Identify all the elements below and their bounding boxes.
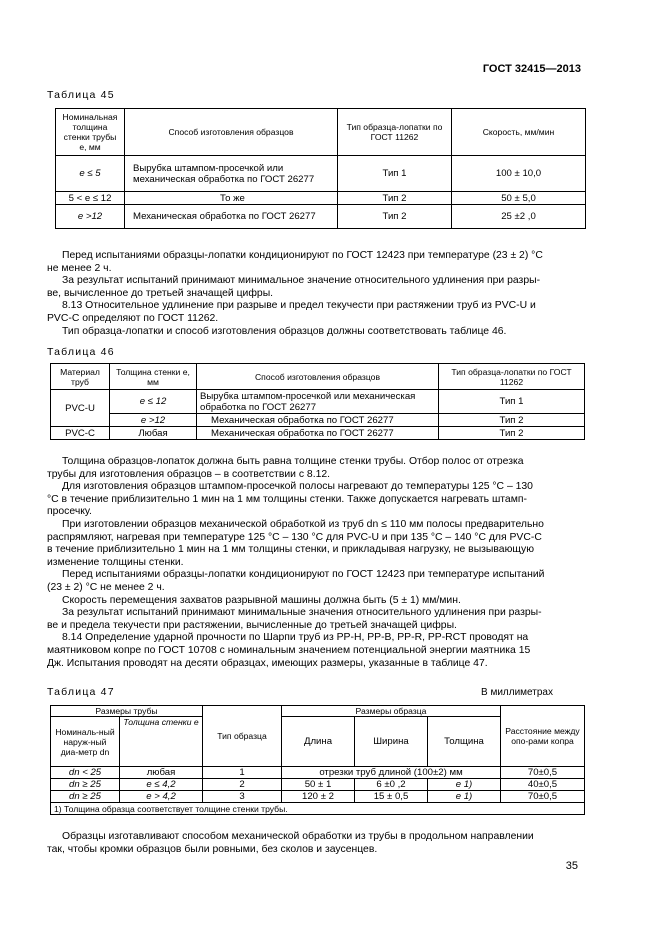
table-row-cell: Механическая обработка по ГОСТ 26277 — [125, 205, 338, 229]
table-row-cell: Вырубка штампом-просечкой или механическая обработка по ГОСТ 26277 — [197, 390, 439, 414]
table-row-cell: e 1) — [428, 779, 501, 791]
table-row-cell: 3 — [203, 791, 282, 803]
table-47-caption: Таблица 47 — [47, 686, 115, 698]
t46-header-material: Материал труб — [51, 364, 110, 390]
table-row-cell: Тип 2 — [338, 205, 452, 229]
table-row-cell: dn < 25 — [51, 767, 120, 779]
table-row-cell: e >12 — [56, 205, 125, 229]
table-row-cell: 25 ±2 ,0 — [452, 205, 586, 229]
table-row-cell: 40±0,5 — [501, 779, 585, 791]
t47-header-length: Длина — [282, 717, 355, 767]
table-45 — [55, 108, 586, 229]
table-row-cell: То же — [125, 192, 338, 205]
table-row-cell: Тип 2 — [439, 427, 585, 440]
t47-header-width: Ширина — [355, 717, 428, 767]
table-row-cell: Вырубка штампом-просечкой или механическая обработка по ГОСТ 26277 — [125, 156, 338, 192]
t47-footnote: 1) Толщина образца соответствует толщине стенки трубы. — [51, 803, 585, 815]
table-row-cell: Механическая обработка по ГОСТ 26277 — [197, 414, 439, 427]
t46-header-method: Способ изготовления образцов — [197, 364, 439, 390]
table-row-cell: 70±0,5 — [501, 791, 585, 803]
t46-header-type: Тип образца-лопатки по ГОСТ 11262 — [439, 364, 585, 390]
table-row-cell: dn ≥ 25 — [51, 791, 120, 803]
table-row-cell: Любая — [110, 427, 197, 440]
table-row-cell: e >12 — [110, 414, 197, 427]
table-row-cell: PVC-U — [51, 390, 110, 427]
table-row-cell: Тип 1 — [338, 156, 452, 192]
document-code: ГОСТ 32415—2013 — [482, 63, 581, 75]
table-row-cell: Тип 1 — [439, 390, 585, 414]
table-row-cell: 15 ± 0,5 — [355, 791, 428, 803]
t46-header-thickness: Толщина стенки e, мм — [110, 364, 197, 390]
paragraph-machining: Образцы изготавливают способом механической обработки из трубы в продольном направлении так, чтобы кромки образцов были ровными, без сколов и заусенцев. — [47, 831, 534, 855]
table-45-caption: Таблица 45 — [47, 89, 115, 101]
table-row-cell: 50 ± 1 — [282, 779, 355, 791]
t45-header-type: Тип образца-лопатки по ГОСТ 11262 — [338, 109, 452, 156]
table-row-cell: e > 4,2 — [120, 791, 203, 803]
paragraph-conditioning-45: Перед испытаниями образцы-лопатки кондиционируют по ГОСТ 12423 при температуре (23 ± 2) °С не менее 2 ч. За результат испытаний принимают минимальное значение относительного удлинения при разры- ве, вычисленное до третьей значащей цифры. 8.13 Относительное удлинение при разрыве и предел текучести при растяжении труб из PVC-U и PVC-С определяют по ГОСТ 11262. Тип образца-лопатки и способ изготовления образцов должны соответствовать таблице 46. — [47, 250, 543, 337]
t45-header-method: Способ изготовления образцов — [125, 109, 338, 156]
table-row-cell: 120 ± 2 — [282, 791, 355, 803]
t45-header-speed: Скорость, мм/мин — [452, 109, 586, 156]
table-row-cell: Механическая обработка по ГОСТ 26277 — [197, 427, 439, 440]
table-46-caption: Таблица 46 — [47, 346, 115, 358]
t45-header-thickness: Номинальная толщина стенки трубы e, мм — [56, 109, 125, 156]
t47-group-pipe: Размеры трубы — [51, 706, 203, 717]
table-row-cell: 2 — [203, 779, 282, 791]
table-row-cell: 5 < e ≤ 12 — [56, 192, 125, 205]
table-row-cell: 100 ± 10,0 — [452, 156, 586, 192]
table-47 — [50, 705, 585, 815]
table-row-cell: 50 ± 5,0 — [452, 192, 586, 205]
table-row-cell: e ≤ 12 — [110, 390, 197, 414]
table-row-cell: 6 ±0 ,2 — [355, 779, 428, 791]
table-row-cell: Тип 2 — [338, 192, 452, 205]
t47-header-diameter: Номиналь-ный наруж-ный диа-метр dn — [51, 717, 120, 767]
table-row-cell: любая — [120, 767, 203, 779]
table-row-cell: e ≤ 5 — [56, 156, 125, 192]
page-number: 35 — [565, 860, 578, 872]
table-row-cell: Тип 2 — [439, 414, 585, 427]
table-row-cell: e 1) — [428, 791, 501, 803]
t47-header-specimen-thickness: Толщина — [428, 717, 501, 767]
table-row-cell: отрезки труб длиной (100±2) мм — [282, 767, 501, 779]
table-row-cell: e ≤ 4,2 — [120, 779, 203, 791]
table-row-cell: 1 — [203, 767, 282, 779]
table-row-cell: PVC-С — [51, 427, 110, 440]
table-47-units: В миллиметрах — [481, 687, 553, 698]
t47-header-thickness: Толщина стенки e — [120, 717, 203, 767]
t47-header-span: Расстояние между опо-рами копра — [501, 706, 585, 767]
t47-group-specimen: Размеры образца — [282, 706, 501, 717]
table-row-cell: 70±0,5 — [501, 767, 585, 779]
t47-header-type: Тип образца — [203, 706, 282, 767]
table-46 — [50, 363, 585, 440]
paragraph-specimen-prep-46: Толщина образцов-лопаток должна быть равна толщине стенки трубы. Отбор полос от отрезка трубы для изготовления образцов – в соответствии с 8.12. Для изготовления образцов штампом-просечкой полосы нагревают до температуры 125 °С – 130 °С в течение приблизительно 1 мин на 1 мм толщины стенки. Также допускается нагревать штамп- просечку. При изготовлении образцов механической обработкой из труб dn ≤ 110 мм полосы предварительно распрямляют, нагревая при температуре 125 °С – 130 °С для PVC-U и при 135 °С – 140 °С для PVC-С в течение приблизительно 1 мин на 1 мм толщины стенки, и прикладывая нагрузку, не вызывающую изменение толщины стенки. Перед испытаниями образцы-лопатки кондиционируют по ГОСТ 12423 при температуре испытаний (23 ± 2) °С не менее 2 ч. Скорость перемещения захватов разрывной машины должна быть (5 ± 1) мм/мин. За результат испытаний принимают минимальные значения относительного удлинения при разры- ве и предела текучести при растяжении, вычисленные до третьей значащей цифры. 8.14 Определение ударной прочности по Шарпи труб из PP-H, PP-B, PP-R, PP-RCT проводят на маятниковом копре по ГОСТ 10708 с номинальным значением потенциальной энергии маятника 15 Дж. Испытания проводят на десяти образцах, имеющих размеры, указанные в таблице 47. — [47, 456, 545, 669]
table-row-cell: dn ≥ 25 — [51, 779, 120, 791]
